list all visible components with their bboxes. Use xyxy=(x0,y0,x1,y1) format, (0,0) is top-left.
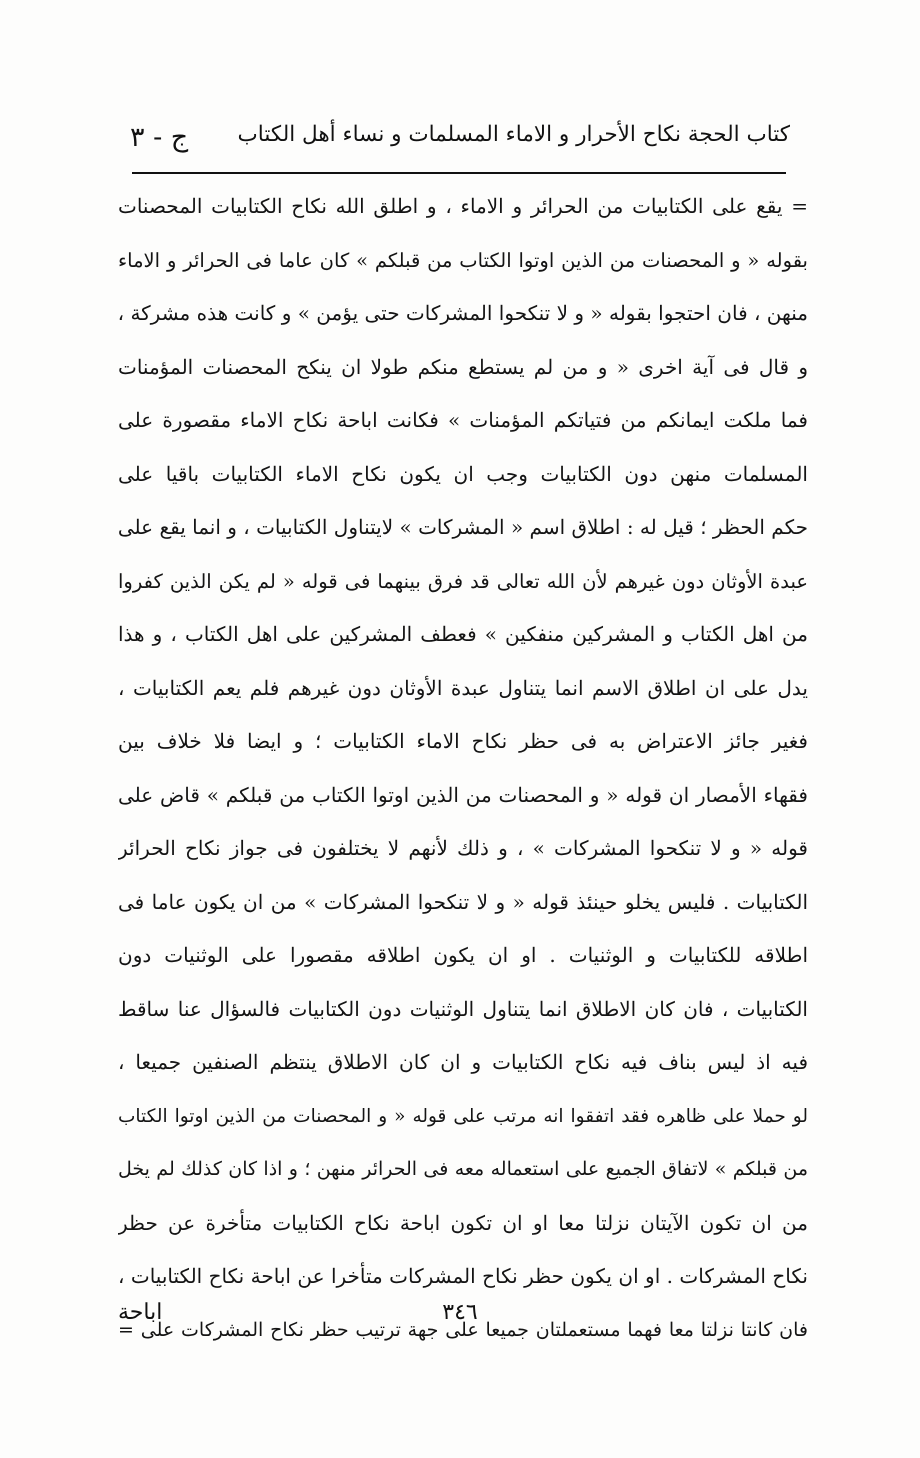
text-line: المسلمات منهن دون الكتابيات وجب ان يكون نكاح الاماء الكتابيات باقيا على xyxy=(118,461,808,486)
running-header-title: كتاب الحجة نكاح الأحرار و الاماء المسلمات و نساء أهل الكتاب xyxy=(237,122,790,147)
text-line: فغير جائز الاعتراض به فى حظر نكاح الاماء الكتابيات ؛ و ايضا فلا خلاف بين xyxy=(118,729,808,753)
catchword: اباحة xyxy=(118,1300,163,1325)
text-line: لو حملا على ظاهره فقد اتفقوا انه مرتب على قوله « و المحصنات من الذين اوتوا الكتاب xyxy=(118,1105,808,1127)
text-line: من ان تكون الآيتان نزلتا معا او ان تكون اباحة نكاح الكتابيات متأخرة عن حظر xyxy=(118,1210,808,1235)
text-line: = يقع على الكتابيات من الحرائر و الاماء ، و اطلق الله نكاح الكتابيات المحصنات xyxy=(118,194,808,218)
text-line: منهن ، فان احتجوا بقوله « و لا تنكحوا المشركات حتى يؤمن » و كانت هذه مشركة ، xyxy=(118,301,808,325)
text-line: فيه اذ ليس بناف فيه نكاح الكتابيات و ان كان الاطلاق ينتظم الصنفين جميعا ، xyxy=(118,1050,808,1074)
text-line: و قال فى آية اخرى « و من لم يستطع منكم طولا ان ينكح المحصنات المؤمنات xyxy=(118,354,808,379)
text-line: يدل على ان اطلاق الاسم انما يتناول عبدة الأوثان دون غيرهم فلم يعم الكتابيات ، xyxy=(118,675,808,700)
text-line: الكتابيات ، فان كان الاطلاق انما يتناول الوثنيات دون الكتابيات فالسؤال عنا ساقط xyxy=(118,996,808,1021)
text-line: الكتابيات . فليس يخلو حينئذ قوله « و لا تنكحوا المشركات » من ان يكون عاما فى xyxy=(118,889,808,914)
volume-number: ج - ٣ xyxy=(130,122,189,153)
text-line: قوله « و لا تنكحوا المشركات » ، و ذلك لأنهم لا يختلفون فى جواز نكاح الحرائر xyxy=(118,836,808,860)
text-line: فما ملكت ايمانكم من فتياتكم المؤمنات » فكانت اباحة نكاح الاماء مقصورة على xyxy=(118,408,808,432)
text-line: من قبلكم » لاتفاق الجميع على استعماله معه فى الحرائر منهن ؛ و اذا كان كذلك لم يخل xyxy=(118,1158,808,1180)
page-number: ٣٤٦ xyxy=(442,1300,478,1325)
running-header xyxy=(130,112,790,164)
text-line: بقوله « و المحصنات من الذين اوتوا الكتاب من قبلكم » كان عاما فى الحرائر و الاماء xyxy=(118,248,808,272)
text-line: من اهل الكتاب و المشركين منفكين » فعطف المشركين على اهل الكتاب ، و هذا xyxy=(118,622,808,646)
text-line: نكاح المشركات . او ان يكون حظر نكاح المشركات متأخرا عن اباحة نكاح الكتابيات ، xyxy=(118,1264,808,1288)
text-line: فقهاء الأمصار ان قوله « و المحصنات من الذين اوتوا الكتاب من قبلكم » قاض على xyxy=(118,782,808,807)
header-rule xyxy=(132,172,786,174)
text-line: عبدة الأوثان دون غيرهم لأن الله تعالى قد فرق بينهما فى قوله « لم يكن الذين كفروا xyxy=(118,569,808,593)
body-text xyxy=(118,180,808,1357)
text-line: حكم الحظر ؛ قيل له : اطلاق اسم « المشركات » لايتناول الكتابيات ، و انما يقع على xyxy=(118,515,808,539)
text-line: اطلاقه للكتابيات و الوثنيات . او ان يكون اطلاقه مقصورا على الوثنيات دون xyxy=(118,943,808,967)
text-line: فان كانتا نزلتا معا فهما مستعملتان جميعا على جهة ترتيب حظر نكاح المشركات على = xyxy=(118,1318,808,1341)
